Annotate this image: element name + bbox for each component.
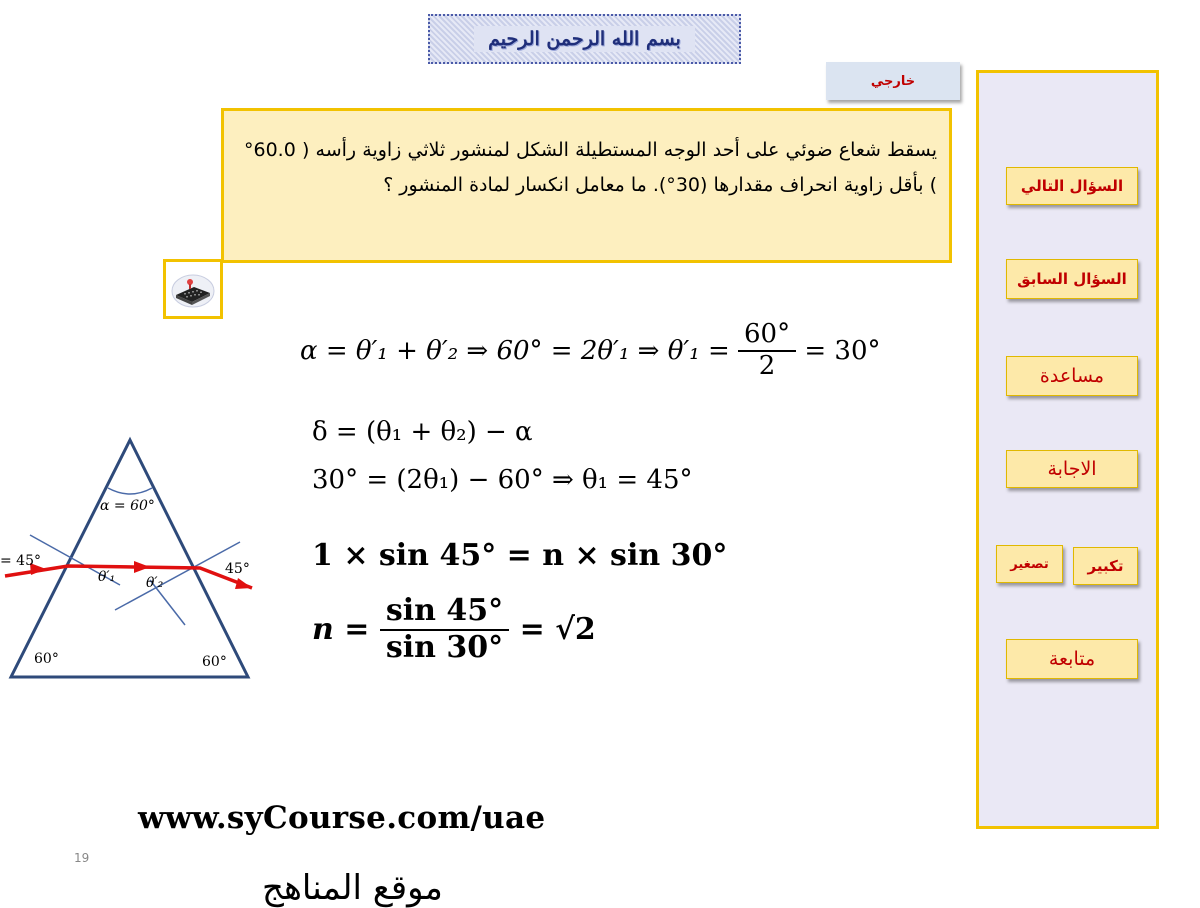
ray-arrow-2 [134,561,150,573]
theta2-label: θ′₂ [146,575,164,591]
help-button[interactable]: مساعدة [1006,356,1138,396]
computer-keyboard-icon[interactable] [163,259,223,319]
answer-button[interactable]: الاجابة [1006,450,1138,488]
basmala-text: بسم الله الرحمن الرحيم [474,26,695,52]
right-angle-label: 60° [202,654,227,670]
left-angle-label: 60° [34,651,59,667]
ray-arrow-3 [235,578,252,589]
zoom-in-button[interactable]: تكبير [1073,547,1138,585]
incident-angle-label: = 45° [0,553,41,569]
question-box [221,108,952,263]
theta1-label: θ′₁ [98,569,116,585]
site-name: موقع المناهج [262,868,443,908]
basmala-banner [428,14,741,64]
previous-question-button[interactable]: السؤال السابق [1006,259,1138,299]
exit-angle-label: 45° [225,561,250,577]
page-number: 19 [74,851,90,865]
equation-4: 1 × sin 45° = n × sin 30° [312,538,728,573]
course-url[interactable]: www.syCourse.com/uae [138,800,546,836]
prism-triangle [11,440,248,677]
apex-angle-label: α = 60° [100,498,155,514]
equation-3: 30° = (2θ₁) − 60° ⇒ θ₁ = 45° [312,465,693,495]
exit-button[interactable]: خارجي [826,62,960,100]
equation-5: n = $\frac{\sin 45^\circ}{\sin 30^\circ}$ = √2 [312,593,596,665]
question-text: يسقط شعاع ضوئي على أحد الوجه المستطيلة الشكل لمنشور ثلاثي زاوية رأسه ( 60.0° ) بأقل زاوية انحراف مقدارها (30°). ما معامل انكسار لمادة المنشور ؟ [244,139,937,196]
prism-diagram [0,430,260,690]
equation-1: α = θ′₁ + θ′₂ ⇒ 60° = 2θ′₁ ⇒ θ′₁ = $\frac{60^\circ}{2}$ = 30° [300,319,881,381]
zoom-out-button[interactable]: تصغير [996,545,1063,583]
next-question-button[interactable]: السؤال التالي [1006,167,1138,205]
apex-angle-arc [108,488,152,494]
continue-button[interactable]: متابعة [1006,639,1138,679]
equation-2: δ = (θ₁ + θ₂) − α [312,417,533,447]
